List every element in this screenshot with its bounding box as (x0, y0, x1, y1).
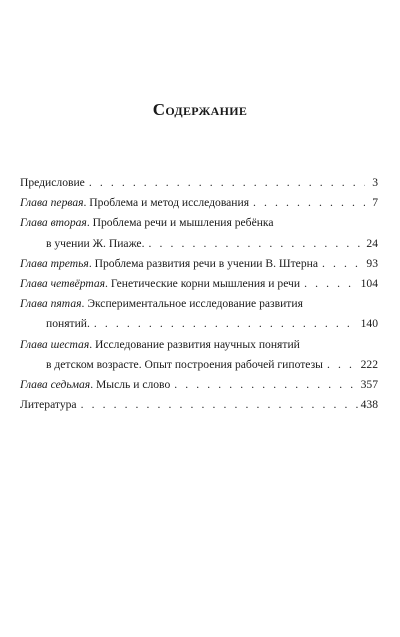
toc-entry-preface[interactable] (20, 173, 378, 193)
toc-entry-chapter-2[interactable] (20, 213, 378, 233)
chapter-title-continuation: в детском возрасте. Опыт построения рабочей гипотезы (46, 357, 323, 371)
toc-entry-text (20, 193, 249, 213)
dot-leader (304, 274, 358, 294)
chapter-title: . Проблема речи и мышления ребёнка (86, 216, 274, 230)
chapter-title-continuation: в учении Ж. Пиаже. (46, 236, 145, 250)
toc-page-number: 222 (360, 357, 378, 371)
toc-page-number: 7 (372, 196, 378, 210)
chapter-title: . Проблема развития речи в учении В. Штерна (88, 256, 318, 270)
toc-entry-text (20, 213, 274, 233)
chapter-title: . Генетические корни мышления и речи (105, 276, 301, 290)
chapter-title: . Экспериментальное исследование развития (81, 297, 303, 311)
dot-leader (253, 193, 365, 213)
toc-entry-chapter-2-continuation[interactable] (20, 234, 378, 254)
dot-leader (148, 234, 363, 254)
toc-page-number: 24 (366, 236, 378, 250)
chapter-label: Глава пятая (20, 297, 82, 311)
toc-entry-text (20, 375, 170, 395)
toc-page-number: 438 (360, 398, 378, 412)
chapter-label: Глава седьмая (20, 377, 91, 391)
table-of-contents (20, 173, 378, 415)
chapter-title: . Мысль и слово (90, 377, 171, 391)
toc-page-number: 3 (372, 176, 378, 189)
toc-entry-text (20, 335, 300, 355)
toc-entry-text: Предисловие (20, 176, 85, 189)
dot-leader (327, 355, 358, 375)
dot-leader (81, 395, 358, 415)
toc-page-number: 93 (366, 256, 378, 270)
toc-page-number: 140 (360, 317, 378, 331)
toc-entry-chapter-5[interactable] (20, 294, 378, 314)
toc-entry-text (20, 294, 303, 314)
dot-leader (174, 375, 357, 395)
toc-entry-literature[interactable] (20, 395, 378, 415)
toc-entry-text: Литература (20, 398, 77, 412)
toc-entry-chapter-1[interactable] (20, 193, 378, 213)
chapter-label: Глава вторая (20, 216, 87, 230)
chapter-label: Глава третья (20, 256, 89, 270)
toc-entry-text (20, 254, 318, 274)
toc-page-number: 104 (360, 276, 378, 290)
toc-entry-chapter-5-continuation[interactable] (20, 314, 378, 334)
dot-leader (89, 173, 365, 193)
toc-entry-chapter-6[interactable] (20, 335, 378, 355)
toc-entry-text (20, 274, 300, 294)
chapter-title-continuation: понятий. (46, 317, 90, 331)
toc-entry-chapter-3[interactable] (20, 254, 378, 274)
toc-page-number: 357 (360, 377, 378, 391)
toc-entry-chapter-6-continuation[interactable] (20, 355, 378, 375)
chapter-title: . Исследование развития научных понятий (89, 337, 300, 351)
chapter-label: Глава первая (20, 196, 84, 210)
chapter-label: Глава четвёртая (20, 276, 106, 290)
toc-entry-chapter-4[interactable] (20, 274, 378, 294)
page-title: Содержание (152, 100, 248, 119)
chapter-label: Глава шестая (20, 337, 90, 351)
toc-entry-chapter-7[interactable] (20, 375, 378, 395)
chapter-title: . Проблема и метод исследования (83, 196, 250, 210)
dot-leader (322, 254, 363, 274)
dot-leader (94, 314, 358, 334)
